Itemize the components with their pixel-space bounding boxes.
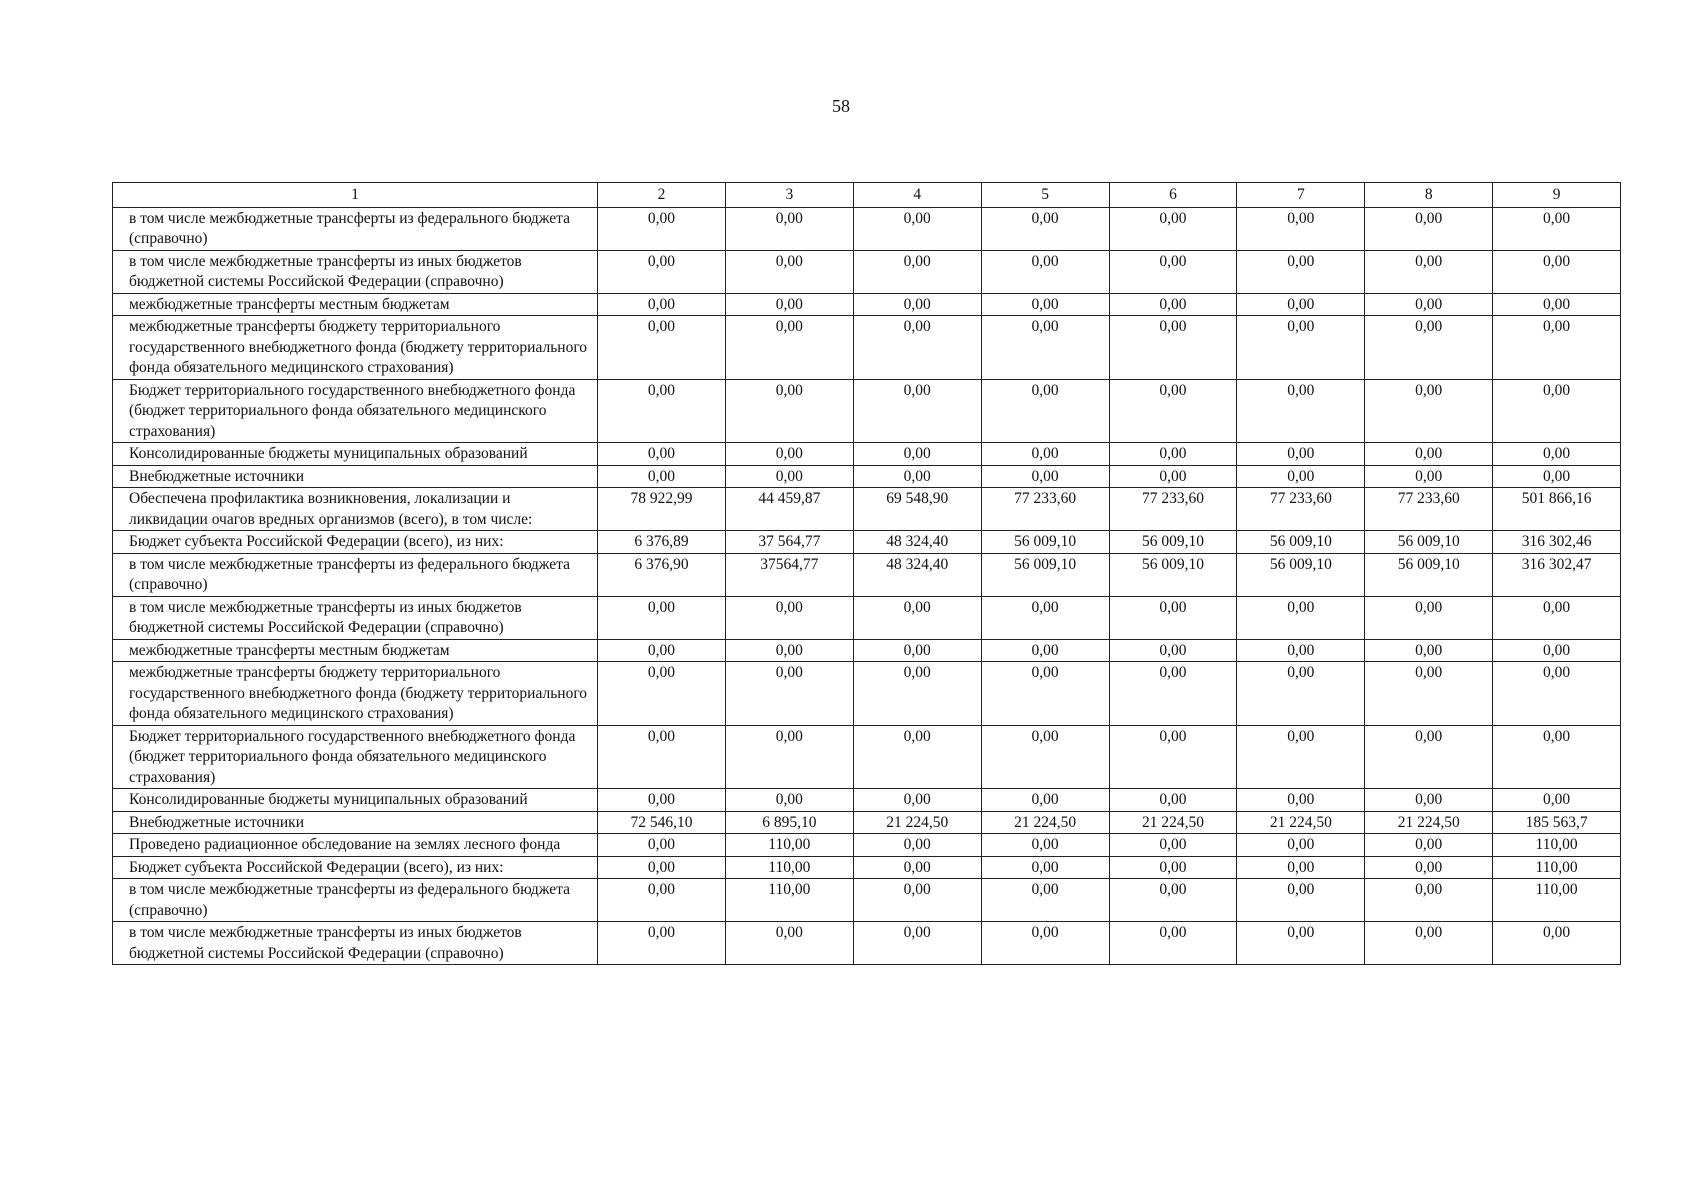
row-label: Бюджет территориального государственного внебюджетного фонда (бюджет территориального фонда обязательного медицинского страхования)	[113, 725, 598, 789]
row-label: Бюджет субъекта Российской Федерации (всего), из них:	[113, 531, 598, 554]
value-cell: 48 324,40	[853, 531, 981, 554]
row-label: Консолидированные бюджеты муниципальных образований	[113, 789, 598, 812]
column-header-5: 5	[981, 183, 1109, 208]
row-label: Консолидированные бюджеты муниципальных образований	[113, 443, 598, 466]
value-cell: 0,00	[1493, 725, 1621, 789]
value-cell: 0,00	[981, 316, 1109, 380]
value-cell: 0,00	[1493, 250, 1621, 293]
value-cell: 21 224,50	[1109, 811, 1237, 834]
value-cell: 21 224,50	[853, 811, 981, 834]
value-cell: 0,00	[853, 725, 981, 789]
value-cell: 0,00	[981, 725, 1109, 789]
value-cell: 0,00	[1237, 856, 1365, 879]
table-row	[113, 662, 1621, 726]
value-cell: 0,00	[1237, 465, 1365, 488]
value-cell: 0,00	[725, 725, 853, 789]
value-cell: 0,00	[853, 922, 981, 965]
value-cell: 0,00	[981, 293, 1109, 316]
value-cell: 0,00	[1237, 443, 1365, 466]
value-cell: 0,00	[1109, 316, 1237, 380]
value-cell: 0,00	[598, 250, 726, 293]
value-cell: 0,00	[1493, 922, 1621, 965]
row-label: межбюджетные трансферты местным бюджетам	[113, 639, 598, 662]
table-row	[113, 922, 1621, 965]
table-header	[113, 183, 1621, 208]
value-cell: 0,00	[725, 379, 853, 443]
value-cell: 0,00	[1109, 662, 1237, 726]
value-cell: 0,00	[1109, 834, 1237, 857]
value-cell: 0,00	[981, 250, 1109, 293]
table-row	[113, 856, 1621, 879]
value-cell: 0,00	[853, 856, 981, 879]
value-cell: 0,00	[1109, 856, 1237, 879]
value-cell: 0,00	[1109, 596, 1237, 639]
value-cell: 0,00	[1365, 443, 1493, 466]
column-header-4: 4	[853, 183, 981, 208]
value-cell: 0,00	[853, 662, 981, 726]
value-cell: 0,00	[1237, 789, 1365, 812]
value-cell: 0,00	[1365, 596, 1493, 639]
value-cell: 0,00	[1493, 443, 1621, 466]
value-cell: 0,00	[598, 443, 726, 466]
value-cell: 0,00	[1365, 725, 1493, 789]
row-label: межбюджетные трансферты бюджету территориального государственного внебюджетного фонда (бюджету территориального фонда обязательного медицинского страхования)	[113, 316, 598, 380]
value-cell: 0,00	[1365, 639, 1493, 662]
table-row	[113, 596, 1621, 639]
value-cell: 0,00	[725, 443, 853, 466]
value-cell: 0,00	[981, 639, 1109, 662]
column-header-2: 2	[598, 183, 726, 208]
value-cell: 0,00	[1493, 207, 1621, 250]
value-cell: 6 376,89	[598, 531, 726, 554]
value-cell: 110,00	[725, 856, 853, 879]
value-cell: 21 224,50	[1237, 811, 1365, 834]
value-cell: 0,00	[1237, 834, 1365, 857]
value-cell: 0,00	[725, 250, 853, 293]
value-cell: 0,00	[1237, 316, 1365, 380]
value-cell: 0,00	[1109, 207, 1237, 250]
value-cell: 0,00	[598, 207, 726, 250]
value-cell: 0,00	[598, 379, 726, 443]
table-row	[113, 879, 1621, 922]
column-header-6: 6	[1109, 183, 1237, 208]
row-label: в том числе межбюджетные трансферты из федерального бюджета (справочно)	[113, 207, 598, 250]
value-cell: 501 866,16	[1493, 488, 1621, 531]
value-cell: 0,00	[1365, 789, 1493, 812]
table-row	[113, 465, 1621, 488]
value-cell: 316 302,46	[1493, 531, 1621, 554]
value-cell: 0,00	[1237, 596, 1365, 639]
value-cell: 0,00	[1493, 465, 1621, 488]
value-cell: 0,00	[981, 879, 1109, 922]
value-cell: 0,00	[598, 834, 726, 857]
value-cell: 77 233,60	[1237, 488, 1365, 531]
value-cell: 110,00	[1493, 834, 1621, 857]
row-label: Внебюджетные источники	[113, 811, 598, 834]
table-row	[113, 207, 1621, 250]
row-label: Проведено радиационное обследование на землях лесного фонда	[113, 834, 598, 857]
value-cell: 56 009,10	[981, 553, 1109, 596]
row-label: Обеспечена профилактика возникновения, локализации и ликвидации очагов вредных организмов (всего), в том числе:	[113, 488, 598, 531]
value-cell: 0,00	[1109, 725, 1237, 789]
value-cell: 0,00	[853, 879, 981, 922]
value-cell: 0,00	[1493, 293, 1621, 316]
value-cell: 0,00	[1237, 379, 1365, 443]
value-cell: 0,00	[853, 789, 981, 812]
value-cell: 6 376,90	[598, 553, 726, 596]
value-cell: 0,00	[1493, 789, 1621, 812]
value-cell: 0,00	[853, 834, 981, 857]
value-cell: 56 009,10	[1109, 531, 1237, 554]
value-cell: 0,00	[981, 465, 1109, 488]
column-header-3: 3	[725, 183, 853, 208]
value-cell: 0,00	[725, 465, 853, 488]
budget-table	[112, 182, 1621, 965]
value-cell: 0,00	[1237, 662, 1365, 726]
table-row	[113, 316, 1621, 380]
value-cell: 0,00	[853, 207, 981, 250]
value-cell: 0,00	[1237, 879, 1365, 922]
value-cell: 0,00	[1109, 922, 1237, 965]
page-number: 58	[832, 96, 850, 116]
value-cell: 0,00	[1365, 834, 1493, 857]
table-row	[113, 531, 1621, 554]
row-label: Бюджет субъекта Российской Федерации (всего), из них:	[113, 856, 598, 879]
row-label: межбюджетные трансферты местным бюджетам	[113, 293, 598, 316]
value-cell: 0,00	[853, 443, 981, 466]
value-cell: 56 009,10	[1237, 531, 1365, 554]
row-label: в том числе межбюджетные трансферты из иных бюджетов бюджетной системы Российской Федерации (справочно)	[113, 250, 598, 293]
value-cell: 0,00	[1237, 207, 1365, 250]
value-cell: 0,00	[853, 379, 981, 443]
table-row	[113, 443, 1621, 466]
value-cell: 0,00	[598, 662, 726, 726]
value-cell: 0,00	[1365, 879, 1493, 922]
value-cell: 0,00	[598, 293, 726, 316]
column-header-1: 1	[113, 183, 598, 208]
value-cell: 56 009,10	[1237, 553, 1365, 596]
column-header-9: 9	[1493, 183, 1621, 208]
value-cell: 0,00	[1109, 465, 1237, 488]
table-row	[113, 639, 1621, 662]
header-row	[113, 183, 1621, 208]
value-cell: 0,00	[598, 596, 726, 639]
value-cell: 0,00	[1493, 596, 1621, 639]
value-cell: 6 895,10	[725, 811, 853, 834]
value-cell: 0,00	[598, 789, 726, 812]
value-cell: 0,00	[853, 596, 981, 639]
table-row	[113, 553, 1621, 596]
value-cell: 0,00	[981, 207, 1109, 250]
value-cell: 0,00	[598, 725, 726, 789]
value-cell: 110,00	[725, 834, 853, 857]
value-cell: 0,00	[1109, 879, 1237, 922]
value-cell: 0,00	[1237, 293, 1365, 316]
value-cell: 0,00	[1237, 922, 1365, 965]
value-cell: 37564,77	[725, 553, 853, 596]
value-cell: 56 009,10	[1109, 553, 1237, 596]
column-header-7: 7	[1237, 183, 1365, 208]
value-cell: 0,00	[1493, 316, 1621, 380]
value-cell: 0,00	[1237, 250, 1365, 293]
value-cell: 21 224,50	[1365, 811, 1493, 834]
value-cell: 0,00	[853, 316, 981, 380]
table-body	[113, 207, 1621, 965]
value-cell: 0,00	[853, 639, 981, 662]
table-row	[113, 250, 1621, 293]
table-row	[113, 725, 1621, 789]
value-cell: 0,00	[981, 379, 1109, 443]
value-cell: 0,00	[725, 293, 853, 316]
table-row	[113, 834, 1621, 857]
value-cell: 0,00	[1109, 639, 1237, 662]
value-cell: 77 233,60	[1365, 488, 1493, 531]
value-cell: 0,00	[1109, 293, 1237, 316]
value-cell: 0,00	[981, 443, 1109, 466]
value-cell: 110,00	[1493, 856, 1621, 879]
value-cell: 185 563,7	[1493, 811, 1621, 834]
value-cell: 48 324,40	[853, 553, 981, 596]
value-cell: 0,00	[1365, 465, 1493, 488]
value-cell: 0,00	[1365, 250, 1493, 293]
value-cell: 0,00	[1365, 316, 1493, 380]
value-cell: 56 009,10	[1365, 531, 1493, 554]
value-cell: 0,00	[1365, 293, 1493, 316]
column-header-8: 8	[1365, 183, 1493, 208]
value-cell: 0,00	[981, 596, 1109, 639]
value-cell: 77 233,60	[1109, 488, 1237, 531]
value-cell: 0,00	[981, 662, 1109, 726]
table-row	[113, 379, 1621, 443]
value-cell: 0,00	[853, 293, 981, 316]
value-cell: 110,00	[1493, 879, 1621, 922]
value-cell: 69 548,90	[853, 488, 981, 531]
value-cell: 0,00	[981, 834, 1109, 857]
table-row	[113, 293, 1621, 316]
row-label: в том числе межбюджетные трансферты из иных бюджетов бюджетной системы Российской Федерации (справочно)	[113, 922, 598, 965]
value-cell: 0,00	[598, 639, 726, 662]
row-label: в том числе межбюджетные трансферты из иных бюджетов бюджетной системы Российской Федерации (справочно)	[113, 596, 598, 639]
value-cell: 110,00	[725, 879, 853, 922]
value-cell: 0,00	[1365, 856, 1493, 879]
value-cell: 56 009,10	[1365, 553, 1493, 596]
row-label: в том числе межбюджетные трансферты из федерального бюджета (справочно)	[113, 553, 598, 596]
value-cell: 0,00	[1493, 379, 1621, 443]
value-cell: 0,00	[725, 662, 853, 726]
value-cell: 0,00	[1365, 207, 1493, 250]
value-cell: 0,00	[981, 856, 1109, 879]
value-cell: 0,00	[981, 789, 1109, 812]
value-cell: 44 459,87	[725, 488, 853, 531]
value-cell: 0,00	[725, 789, 853, 812]
value-cell: 0,00	[1109, 379, 1237, 443]
value-cell: 0,00	[1493, 639, 1621, 662]
value-cell: 0,00	[981, 922, 1109, 965]
table-row	[113, 488, 1621, 531]
value-cell: 0,00	[725, 316, 853, 380]
value-cell: 56 009,10	[981, 531, 1109, 554]
row-label: в том числе межбюджетные трансферты из федерального бюджета (справочно)	[113, 879, 598, 922]
value-cell: 0,00	[1365, 922, 1493, 965]
value-cell: 0,00	[1365, 662, 1493, 726]
value-cell: 72 546,10	[598, 811, 726, 834]
row-label: Бюджет территориального государственного внебюджетного фонда (бюджет территориального фонда обязательного медицинского страхования)	[113, 379, 598, 443]
row-label: Внебюджетные источники	[113, 465, 598, 488]
value-cell: 0,00	[1365, 379, 1493, 443]
value-cell: 0,00	[1109, 789, 1237, 812]
value-cell: 0,00	[1109, 250, 1237, 293]
value-cell: 316 302,47	[1493, 553, 1621, 596]
row-label: межбюджетные трансферты бюджету территориального государственного внебюджетного фонда (бюджету территориального фонда обязательного медицинского страхования)	[113, 662, 598, 726]
value-cell: 0,00	[853, 465, 981, 488]
value-cell: 0,00	[725, 207, 853, 250]
value-cell: 0,00	[598, 922, 726, 965]
table-row	[113, 811, 1621, 834]
value-cell: 0,00	[1109, 443, 1237, 466]
value-cell: 0,00	[1237, 639, 1365, 662]
value-cell: 21 224,50	[981, 811, 1109, 834]
table-row	[113, 789, 1621, 812]
value-cell: 0,00	[853, 250, 981, 293]
value-cell: 78 922,99	[598, 488, 726, 531]
value-cell: 0,00	[598, 856, 726, 879]
value-cell: 0,00	[1237, 725, 1365, 789]
value-cell: 0,00	[1493, 662, 1621, 726]
value-cell: 0,00	[598, 465, 726, 488]
value-cell: 0,00	[725, 639, 853, 662]
value-cell: 0,00	[725, 922, 853, 965]
value-cell: 0,00	[598, 316, 726, 380]
value-cell: 37 564,77	[725, 531, 853, 554]
value-cell: 0,00	[598, 879, 726, 922]
value-cell: 77 233,60	[981, 488, 1109, 531]
value-cell: 0,00	[725, 596, 853, 639]
